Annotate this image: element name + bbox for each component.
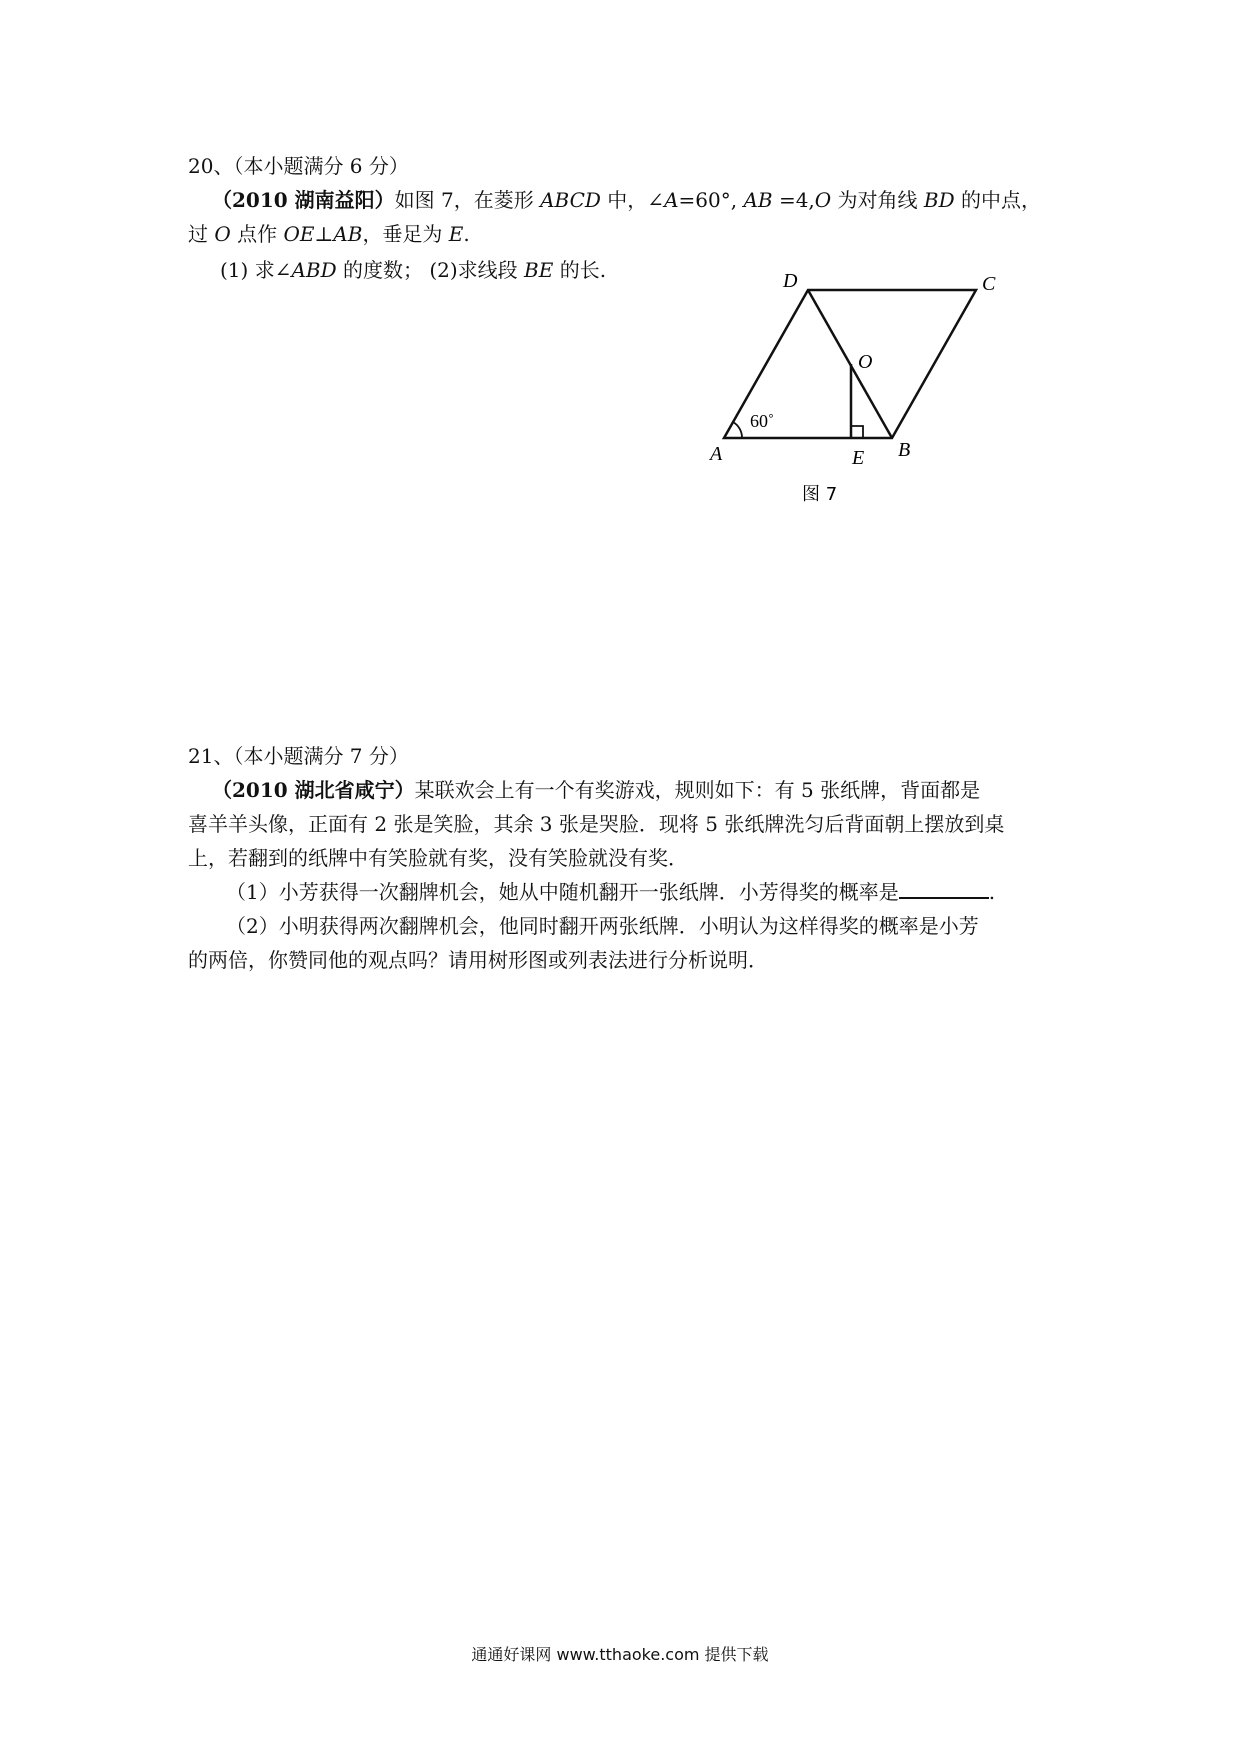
q20-text: 的中点， bbox=[954, 188, 1042, 212]
q21-text: 某联欢会上有一个有奖游戏，规则如下：有 5 张纸牌，背面都是 bbox=[414, 778, 981, 802]
label-a: A bbox=[710, 443, 723, 465]
q21-header: 21、（本小题满分 7 分） bbox=[188, 744, 409, 768]
q21-line1 bbox=[212, 776, 980, 804]
label-o: O bbox=[858, 351, 873, 373]
q20-text: O bbox=[214, 222, 231, 246]
q21-source: （2010 湖北省咸宁） bbox=[212, 778, 415, 802]
q20-text: 点作 bbox=[230, 222, 284, 246]
q20-text: BD bbox=[923, 188, 955, 212]
q21-part1 bbox=[226, 878, 995, 906]
q20-task-text: 的度数； (2)求线段 bbox=[336, 258, 525, 282]
q20-text: 如图 7，在菱形 bbox=[394, 188, 541, 212]
q20-text: 为对角线 bbox=[831, 188, 924, 212]
q20-text: AB bbox=[743, 188, 773, 212]
answer-blank[interactable] bbox=[899, 879, 989, 899]
q20-text: =4, bbox=[772, 188, 815, 212]
q20-source: （2010 湖南益阳） bbox=[212, 188, 395, 212]
q21-part1-end: . bbox=[988, 880, 996, 904]
angle-arc bbox=[733, 422, 742, 438]
label-c: C bbox=[982, 273, 996, 295]
label-d: D bbox=[783, 270, 798, 292]
q20-task-text: BE bbox=[524, 258, 554, 282]
q21-line3: 上，若翻到的纸牌中有笑脸就有奖，没有笑脸就没有奖． bbox=[188, 846, 688, 870]
page-footer: 通通好课网 www.tthaoke.com 提供下载 bbox=[471, 1645, 769, 1664]
q20-text: ⊥ bbox=[314, 222, 334, 246]
q20-task-text: 的长. bbox=[553, 258, 607, 282]
q20-text: ，垂足为 bbox=[362, 222, 449, 246]
q20-task-text: (1) 求∠ bbox=[220, 258, 292, 282]
q20-text: O bbox=[814, 188, 832, 212]
label-b: B bbox=[898, 439, 911, 461]
right-angle-mark bbox=[851, 426, 863, 438]
q20-text: AB bbox=[333, 222, 363, 246]
q20-text: 过 bbox=[188, 222, 215, 246]
q20-text: =60°, bbox=[678, 188, 744, 212]
label-e: E bbox=[852, 447, 865, 469]
q20-text: ABCD bbox=[540, 188, 601, 212]
q20-text: 中，∠ bbox=[600, 188, 665, 212]
figure-caption: 图 7 bbox=[802, 484, 838, 505]
rhombus-figure bbox=[0, 0, 1240, 540]
q21-part1-text: （1）小芳获得一次翻牌机会，她从中随机翻开一张纸牌．小芳得奖的概率是 bbox=[226, 880, 899, 904]
q20-header: 20、（本小题满分 6 分） bbox=[188, 154, 409, 178]
q20-text: E bbox=[448, 222, 464, 246]
q20-text: . bbox=[463, 222, 470, 246]
q21-part2-line1: （2）小明获得两次翻牌机会，他同时翻开两张纸牌．小明认为这样得奖的概率是小芳 bbox=[226, 914, 979, 938]
angle-label: 60˚ bbox=[750, 411, 774, 431]
q20-text: OE bbox=[283, 222, 315, 246]
q20-task-text: ABD bbox=[291, 258, 337, 282]
q21-part2-line2: 的两倍，你赞同他的观点吗？请用树形图或列表法进行分析说明． bbox=[188, 948, 768, 972]
q20-text: A bbox=[664, 188, 679, 212]
q21-line2: 喜羊羊头像，正面有 2 张是笑脸，其余 3 张是哭脸．现将 5 张纸牌洗匀后背面朝上摆放到桌 bbox=[188, 812, 1005, 836]
